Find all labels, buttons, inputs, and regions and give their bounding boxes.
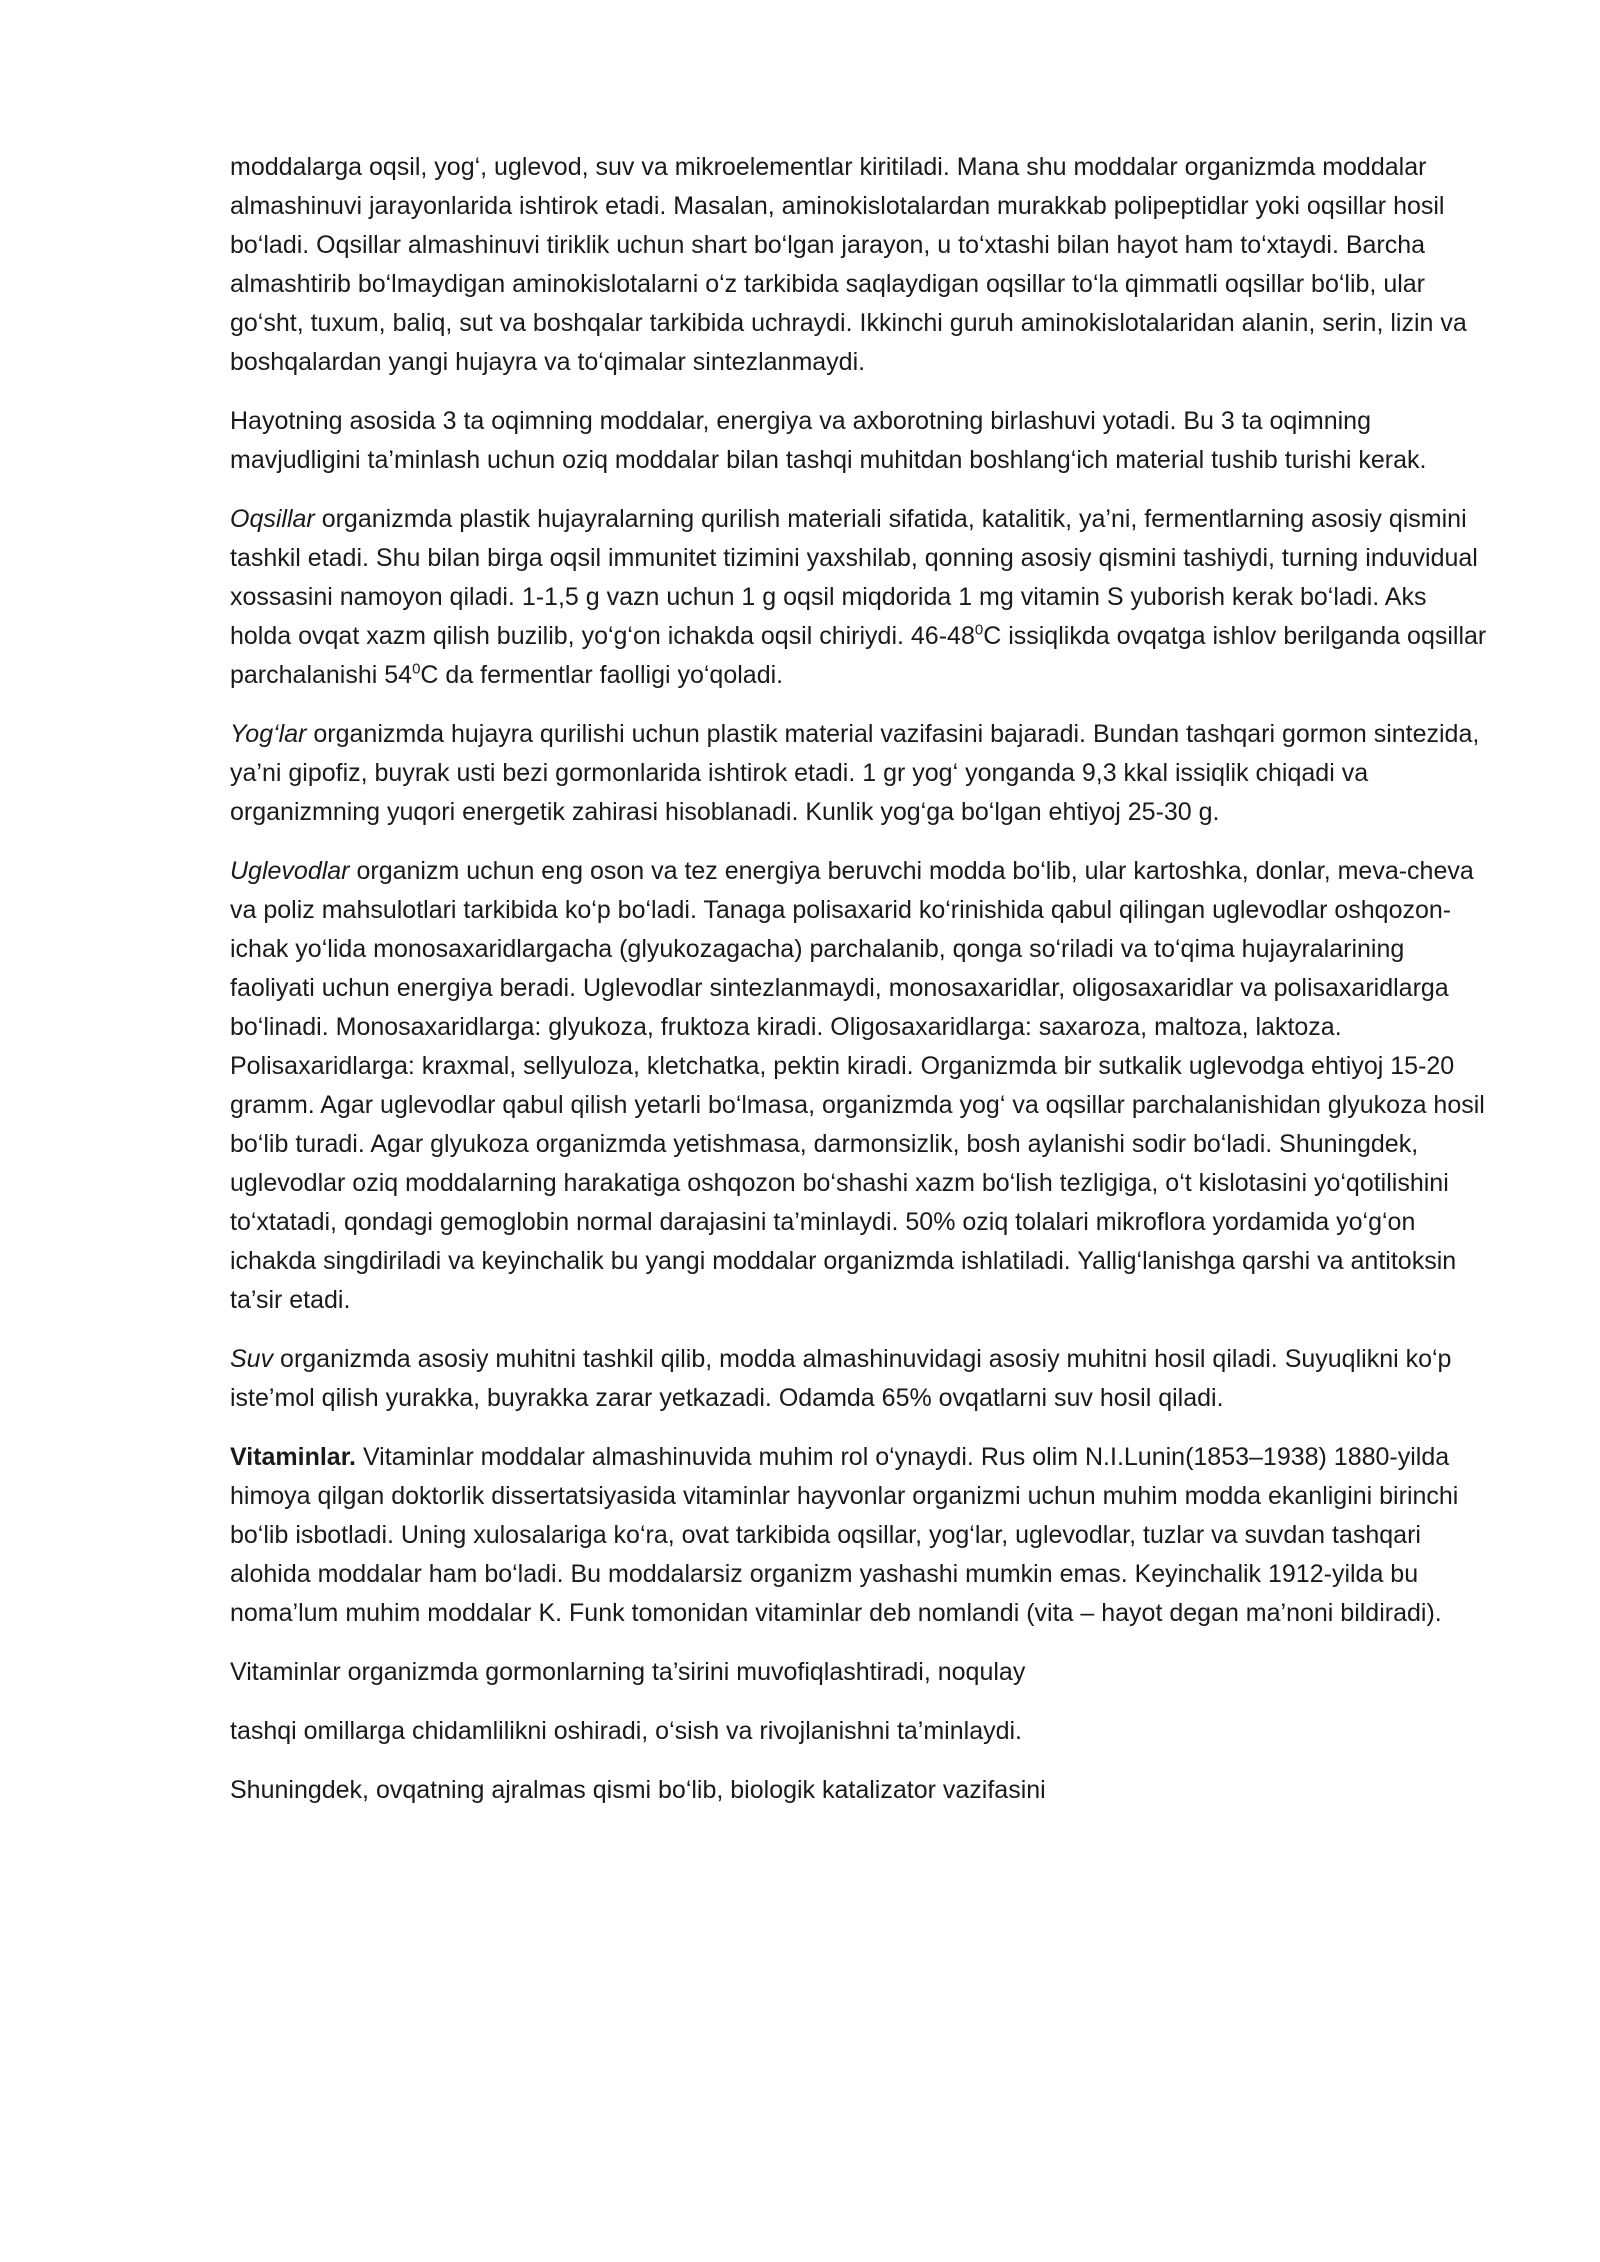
paragraph-text: C issiqlikda ovqatga ishlov berilganda oqsillar parchalanishi 54 xyxy=(230,622,1487,689)
paragraph-proteins xyxy=(230,500,1492,695)
paragraph-text: organizmda plastik hujayralarning qurilish materiali sifatida, katalitik, ya’ni, fermentlarning asosiy qismini tashkil etadi. Shu bilan birga oqsil immunitet tizimini yaxshilab, qonning asosiy qismini tashiydi, turning induvidual xossasini namoyon qiladi. 1-1,5 g vazn uchun 1 g oqsil miqdorida 1 mg vitamin S yuborish kerak bo‘ladi. Aks holda ovqat xazm qilish buzilib, yo‘g‘on ichakda oqsil chiriydi. 46-48 xyxy=(230,505,1478,650)
paragraph-vitamins-line-1 xyxy=(230,1653,1492,1692)
paragraph-lead-term: Vitaminlar. xyxy=(230,1443,356,1471)
degree-superscript: 0 xyxy=(974,621,984,639)
paragraph-life-flows xyxy=(230,402,1492,480)
paragraph-text: Shuningdek, ovqatning ajralmas qismi bo‘lib, biologik katalizator vazifasini xyxy=(230,1776,1046,1804)
paragraph-text: Vitaminlar organizmda gormonlarning ta’sirini muvofiqlashtiradi, noqulay xyxy=(230,1658,1026,1686)
paragraph-lead-term: Oqsillar xyxy=(230,505,315,533)
paragraph-water xyxy=(230,1340,1492,1418)
paragraph-text: Hayotning asosida 3 ta oqimning moddalar, energiya va axborotning birlashuvi yotadi. Bu 3 ta oqimning mavjudligini ta’minlash uchun oziq moddalar bilan tashqi muhitdan boshlang‘ich material tushib turishi kerak. xyxy=(230,407,1427,474)
paragraph-vitamins-line-2 xyxy=(230,1712,1492,1751)
paragraph-text: C da fermentlar faolligi yo‘qoladi. xyxy=(420,661,784,689)
paragraph-intro xyxy=(230,148,1492,382)
document-body xyxy=(230,148,1492,1830)
paragraph-text: organizm uchun eng oson va tez energiya beruvchi modda bo‘lib, ular kartoshka, donlar, meva-cheva va poliz mahsulotlari tarkibida ko‘p bo‘ladi. Tanaga polisaxarid ko‘rinishida qabul qilingan uglevodlar oshqozon-ichak yo‘lida monosaxaridlargacha (glyukozagacha) parchalanib, qonga so‘riladi va to‘qima hujayralarining faoliyati uchun energiya beradi. Uglevodlar sintezlanmaydi, monosaxaridlar, oligosaxaridlar va polisaxaridlarga bo‘linadi. Monosaxaridlarga: glyukoza, fruktoza kiradi. Oligosaxaridlarga: saxaroza, maltoza, laktoza. Polisaxaridlarga: kraxmal, sellyuloza, kletchatka, pektin kiradi. Organizmda bir sutkalik uglevodga ehtiyoj 15-20 gramm. Agar uglevodlar qabul qilish yetarli bo‘lmasa, organizmda yog‘ va oqsillar parchalanishidan glyukoza hosil bo‘lib turadi. Agar glyukoza organizmda yetishmasa, darmonsizlik, bosh aylanishi sodir bo‘ladi. Shuningdek, uglevodlar oziq moddalarning harakatiga oshqozon bo‘shashi xazm bo‘lish tezligiga, o‘t kislotasini yo‘qotilishini to‘xtatadi, qondagi gemoglobin normal darajasini ta’minlaydi. 50% oziq tolalari mikroflora yordamida yo‘g‘on ichakda singdiriladi va keyinchalik bu yangi moddalar organizmda ishlatiladi. Yallig‘lanishga qarshi va antitoksin ta’sir etadi. xyxy=(230,857,1485,1314)
paragraph-text: tashqi omillarga chidamlilikni oshiradi, o‘sish va rivojlanishni ta’minlaydi. xyxy=(230,1717,1023,1745)
paragraph-lead-term: Uglevodlar xyxy=(230,857,350,885)
paragraph-text: moddalarga oqsil, yog‘, uglevod, suv va mikroelementlar kiritiladi. Mana shu moddalar organizmda moddalar almashinuvi jarayonlarida ishtirok etadi. Masalan, aminokislotalardan murakkab polipeptidlar yoki oqsillar hosil bo‘ladi. Oqsillar almashinuvi tiriklik uchun shart bo‘lgan jarayon, u to‘xtashi bilan hayot ham to‘xtaydi. Barcha almashtirib bo‘lmaydigan aminokislotalarni o‘z tarkibida saqlaydigan oqsillar to‘la qimmatli oqsillar bo‘lib, ular go‘sht, tuxum, baliq, sut va boshqalar tarkibida uchraydi. Ikkinchi guruh aminokislotalaridan alanin, serin, lizin va boshqalardan yangi hujayra va to‘qimalar sintezlanmaydi. xyxy=(230,153,1467,376)
paragraph-vitamins xyxy=(230,1438,1492,1633)
degree-superscript: 0 xyxy=(412,660,421,678)
paragraph-vitamins-line-3 xyxy=(230,1771,1492,1810)
paragraph-carbohydrates xyxy=(230,852,1492,1320)
paragraph-text: Vitaminlar moddalar almashinuvida muhim rol o‘ynaydi. Rus olim N.I.Lunin(1853–1938) 1880-yilda himoya qilgan doktorlik dissertatsiyasida vitaminlar hayvonlar organizmi uchun muhim modda ekanligini birinchi bo‘lib isbotladi. Uning xulosalariga ko‘ra, ovat tarkibida oqsillar, yog‘lar, uglevodlar, tuzlar va suvdan tashqari alohida moddalar ham bo‘ladi. Bu moddalarsiz organizm yashashi mumkin emas. Keyinchalik 1912-yilda bu noma’lum muhim moddalar K. Funk tomonidan vitaminlar deb nomlandi (vita – hayot degan ma’noni bildiradi). xyxy=(230,1443,1459,1627)
paragraph-text: organizmda asosiy muhitni tashkil qilib, modda almashinuvidagi asosiy muhitni hosil qiladi. Suyuqlikni ko‘p iste’mol qilish yurakka, buyrakka zarar yetkazadi. Odamda 65% ovqatlarni suv hosil qiladi. xyxy=(230,1345,1452,1412)
paragraph-text: organizmda hujayra qurilishi uchun plastik material vazifasini bajaradi. Bundan tashqari gormon sintezida, ya’ni gipofiz, buyrak usti bezi gormonlarida ishtirok etadi. 1 gr yog‘ yonganda 9,3 kkal issiqlik chiqadi va organizmning yuqori energetik zahirasi hisoblanadi. Kunlik yog‘ga bo‘lgan ehtiyoj 25-30 g. xyxy=(230,720,1480,826)
paragraph-lead-term: Yog‘lar xyxy=(230,720,307,748)
paragraph-fats xyxy=(230,715,1492,832)
paragraph-lead-term: Suv xyxy=(230,1345,274,1373)
